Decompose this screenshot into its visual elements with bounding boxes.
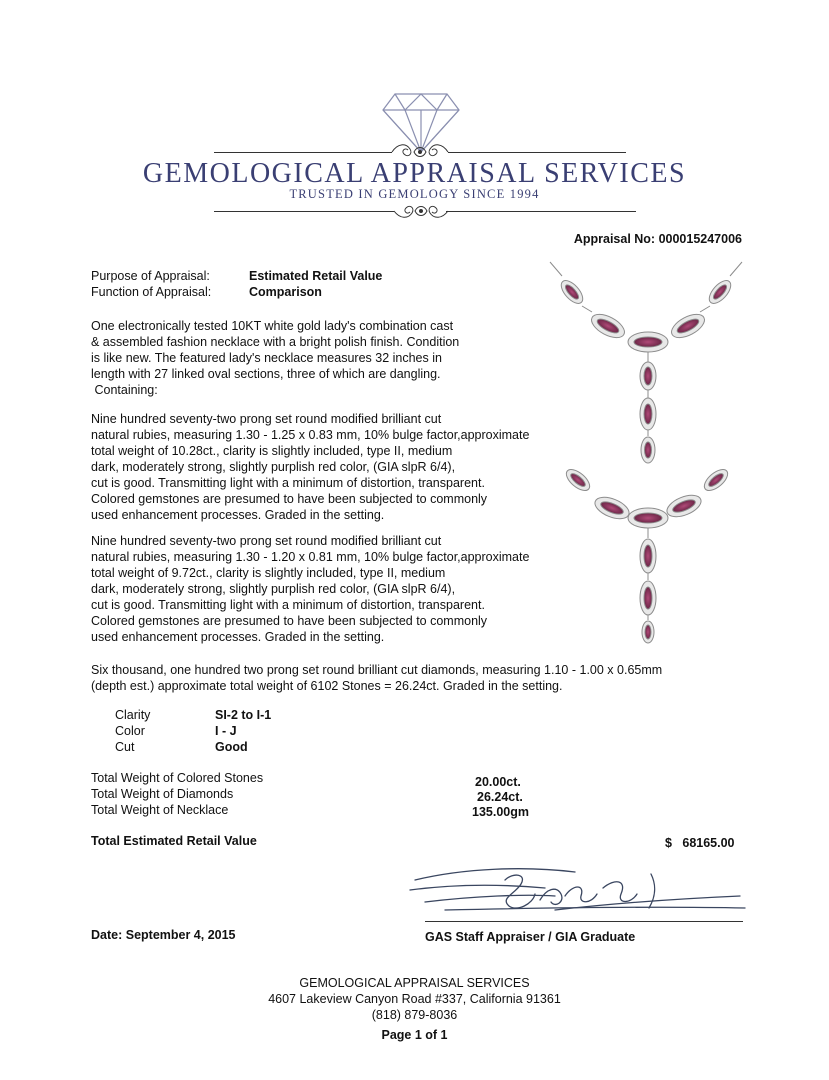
grading-value: I - J: [215, 724, 237, 738]
necklace-photo-top: [548, 254, 744, 464]
function-label: Function of Appraisal:: [91, 285, 212, 299]
flourish-bottom-icon: [390, 201, 452, 221]
grading-color: [115, 723, 237, 739]
total-necklace-label: Total Weight of Necklace: [91, 803, 229, 817]
company-tagline: TRUSTED IN GEMOLOGY SINCE 1994: [289, 187, 540, 201]
total-colored-stones-label: Total Weight of Colored Stones: [91, 771, 264, 785]
total-diamonds-value: 26.24ct.: [477, 790, 523, 804]
function-value: Comparison: [249, 285, 322, 299]
grading-clarity: [115, 707, 271, 723]
purpose-value: Estimated Retail Value: [249, 269, 383, 283]
footer-phone: (818) 879-8036: [371, 1008, 458, 1022]
diamond-line: (depth est.) approximate total weight of 6102 Stones = 26.24ct. Graded in the setting.: [91, 679, 563, 693]
purpose-row: [91, 268, 382, 284]
ruby-line: Nine hundred seventy-two prong set round modified brilliant cut: [91, 412, 442, 426]
ruby-line: dark, moderately strong, slightly purplish red color, (GIA slpR 6/4),: [91, 582, 456, 596]
ruby-line: total weight of 9.72ct., clarity is slightly included, type II, medium: [91, 566, 446, 580]
purpose-label: Purpose of Appraisal:: [91, 269, 210, 283]
estimated-value-amount: $ 68165.00: [665, 836, 735, 850]
ruby-line: natural rubies, measuring 1.30 - 1.20 x 0.81 mm, 10% bulge factor,approximate: [91, 550, 530, 564]
ruby-line: total weight of 10.28ct., clarity is slightly included, type II, medium: [91, 444, 453, 458]
ruby-line: Nine hundred seventy-two prong set round modified brilliant cut: [91, 534, 442, 548]
total-colored-stones-value: 20.00ct.: [475, 775, 521, 789]
estimated-value-label: Total Estimated Retail Value: [91, 834, 257, 848]
appraiser-title: GAS Staff Appraiser / GIA Graduate: [425, 930, 636, 944]
grading-value: Good: [215, 740, 248, 754]
description-line: Containing:: [91, 383, 158, 397]
description-line: is like new. The featured lady's necklace measures 32 inches in: [91, 351, 442, 365]
diamond-description: [91, 662, 662, 694]
ruby-line: cut is good. Transmitting light with a minimum of distortion, transparent.: [91, 476, 485, 490]
ruby-line: Colored gemstones are presumed to have been subjected to commonly: [91, 492, 488, 506]
total-necklace-value: 135.00gm: [472, 805, 529, 819]
ruby-line: used enhancement processes. Graded in the setting.: [91, 630, 385, 644]
ruby-line: Colored gemstones are presumed to have been subjected to commonly: [91, 614, 488, 628]
ruby-line: used enhancement processes. Graded in the setting.: [91, 508, 385, 522]
footer-address: 4607 Lakeview Canyon Road #337, California 91361: [268, 992, 561, 1006]
logo-rule-bottom-left: [214, 211, 394, 212]
logo-rule-top-left: [214, 152, 392, 153]
ruby-line: dark, moderately strong, slightly purplish red color, (GIA slpR 6/4),: [91, 460, 456, 474]
grading-label: Color: [115, 724, 145, 738]
grading-cut: [115, 739, 248, 755]
ruby-group-1: [91, 411, 529, 523]
description-line: & assembled fashion necklace with a bright polish finish. Condition: [91, 335, 460, 349]
description-line: One electronically tested 10KT white gold lady's combination cast: [91, 319, 454, 333]
grading-value: SI-2 to I-1: [215, 708, 272, 722]
footer-company: GEMOLOGICAL APPRAISAL SERVICES: [299, 976, 530, 990]
function-row: [91, 284, 322, 300]
footer-page-number: Page 1 of 1: [381, 1028, 448, 1042]
diamond-line: Six thousand, one hundred two prong set round brilliant cut diamonds, measuring 1.10 - 1.00 x 0.65mm: [91, 663, 663, 677]
description-line: length with 27 linked oval sections, three of which are dangling.: [91, 367, 441, 381]
ruby-line: natural rubies, measuring 1.30 - 1.25 x 0.83 mm, 10% bulge factor,approximate: [91, 428, 530, 442]
ruby-group-2: [91, 533, 529, 645]
item-description: [91, 318, 459, 398]
logo-rule-top-right: [448, 152, 626, 153]
necklace-photo-bottom: [556, 456, 736, 646]
logo-rule-bottom-right: [446, 211, 636, 212]
appraisal-number: Appraisal No: 000015247006: [573, 232, 742, 246]
company-logo-title: GEMOLOGICAL APPRAISAL SERVICES: [142, 158, 687, 189]
total-diamonds-label: Total Weight of Diamonds: [91, 787, 234, 801]
signature-line: [425, 921, 743, 922]
grading-label: Clarity: [115, 708, 151, 722]
appraiser-signature: [405, 858, 750, 928]
appraisal-date: Date: September 4, 2015: [91, 928, 236, 942]
ruby-line: cut is good. Transmitting light with a minimum of distortion, transparent.: [91, 598, 485, 612]
grading-label: Cut: [115, 740, 135, 754]
